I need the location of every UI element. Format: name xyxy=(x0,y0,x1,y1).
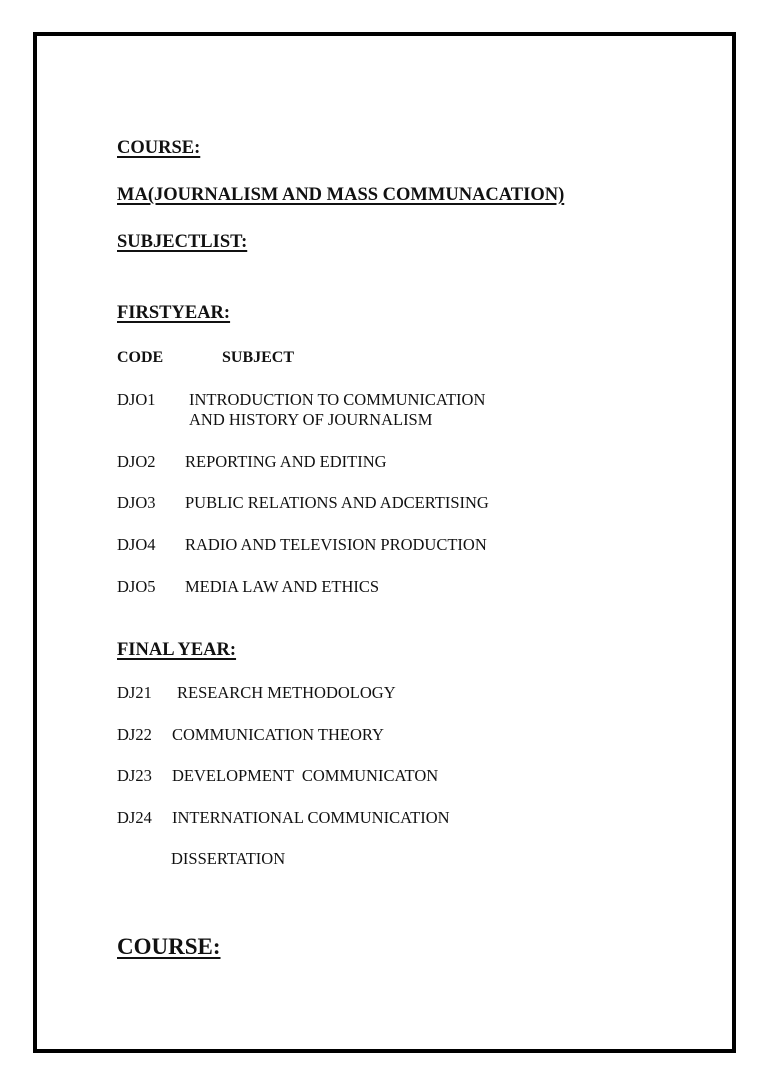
first-year-code: DJO4 xyxy=(117,535,156,554)
final-year-subject: DISSERTATION xyxy=(171,849,286,868)
final-year-code: DJ21 xyxy=(117,683,152,702)
final-year-code: DJ22 xyxy=(117,725,152,744)
final-year-code: DJ24 xyxy=(117,808,152,827)
first-year-code: DJO3 xyxy=(117,493,156,512)
final-year-heading: FINAL YEAR: xyxy=(117,640,237,660)
final-year-subject: INTERNATIONAL COMMUNICATION xyxy=(172,808,450,827)
final-year-subject: RESEARCH METHODOLOGY xyxy=(177,683,396,702)
final-year-subject: DEVELOPMENT COMMUNICATON xyxy=(172,766,439,785)
subject-list-heading: SUBJECTLIST: xyxy=(117,232,248,252)
first-year-subject-line2: AND HISTORY OF JOURNALISM xyxy=(189,410,433,429)
first-year-code: DJO1 xyxy=(117,390,156,409)
first-year-code: DJO2 xyxy=(117,452,156,471)
first-year-subject: RADIO AND TELEVISION PRODUCTION xyxy=(185,535,487,554)
first-year-code: DJO5 xyxy=(117,577,156,596)
code-column-header: CODE xyxy=(117,349,164,366)
program-title: MA(JOURNALISM AND MASS COMMUNACATION) xyxy=(117,185,565,205)
final-year-subject: COMMUNICATION THEORY xyxy=(172,725,384,744)
first-year-subject: PUBLIC RELATIONS AND ADCERTISING xyxy=(185,493,489,512)
subject-column-header: SUBJECT xyxy=(222,349,295,366)
first-year-heading: FIRSTYEAR: xyxy=(117,303,231,323)
course-heading: COURSE: xyxy=(117,138,201,158)
first-year-subject: MEDIA LAW AND ETHICS xyxy=(185,577,380,596)
next-course-heading: COURSE: xyxy=(117,934,221,959)
first-year-subject: INTRODUCTION TO COMMUNICATION xyxy=(189,390,486,409)
final-year-code: DJ23 xyxy=(117,766,152,785)
first-year-subject: REPORTING AND EDITING xyxy=(185,452,387,471)
